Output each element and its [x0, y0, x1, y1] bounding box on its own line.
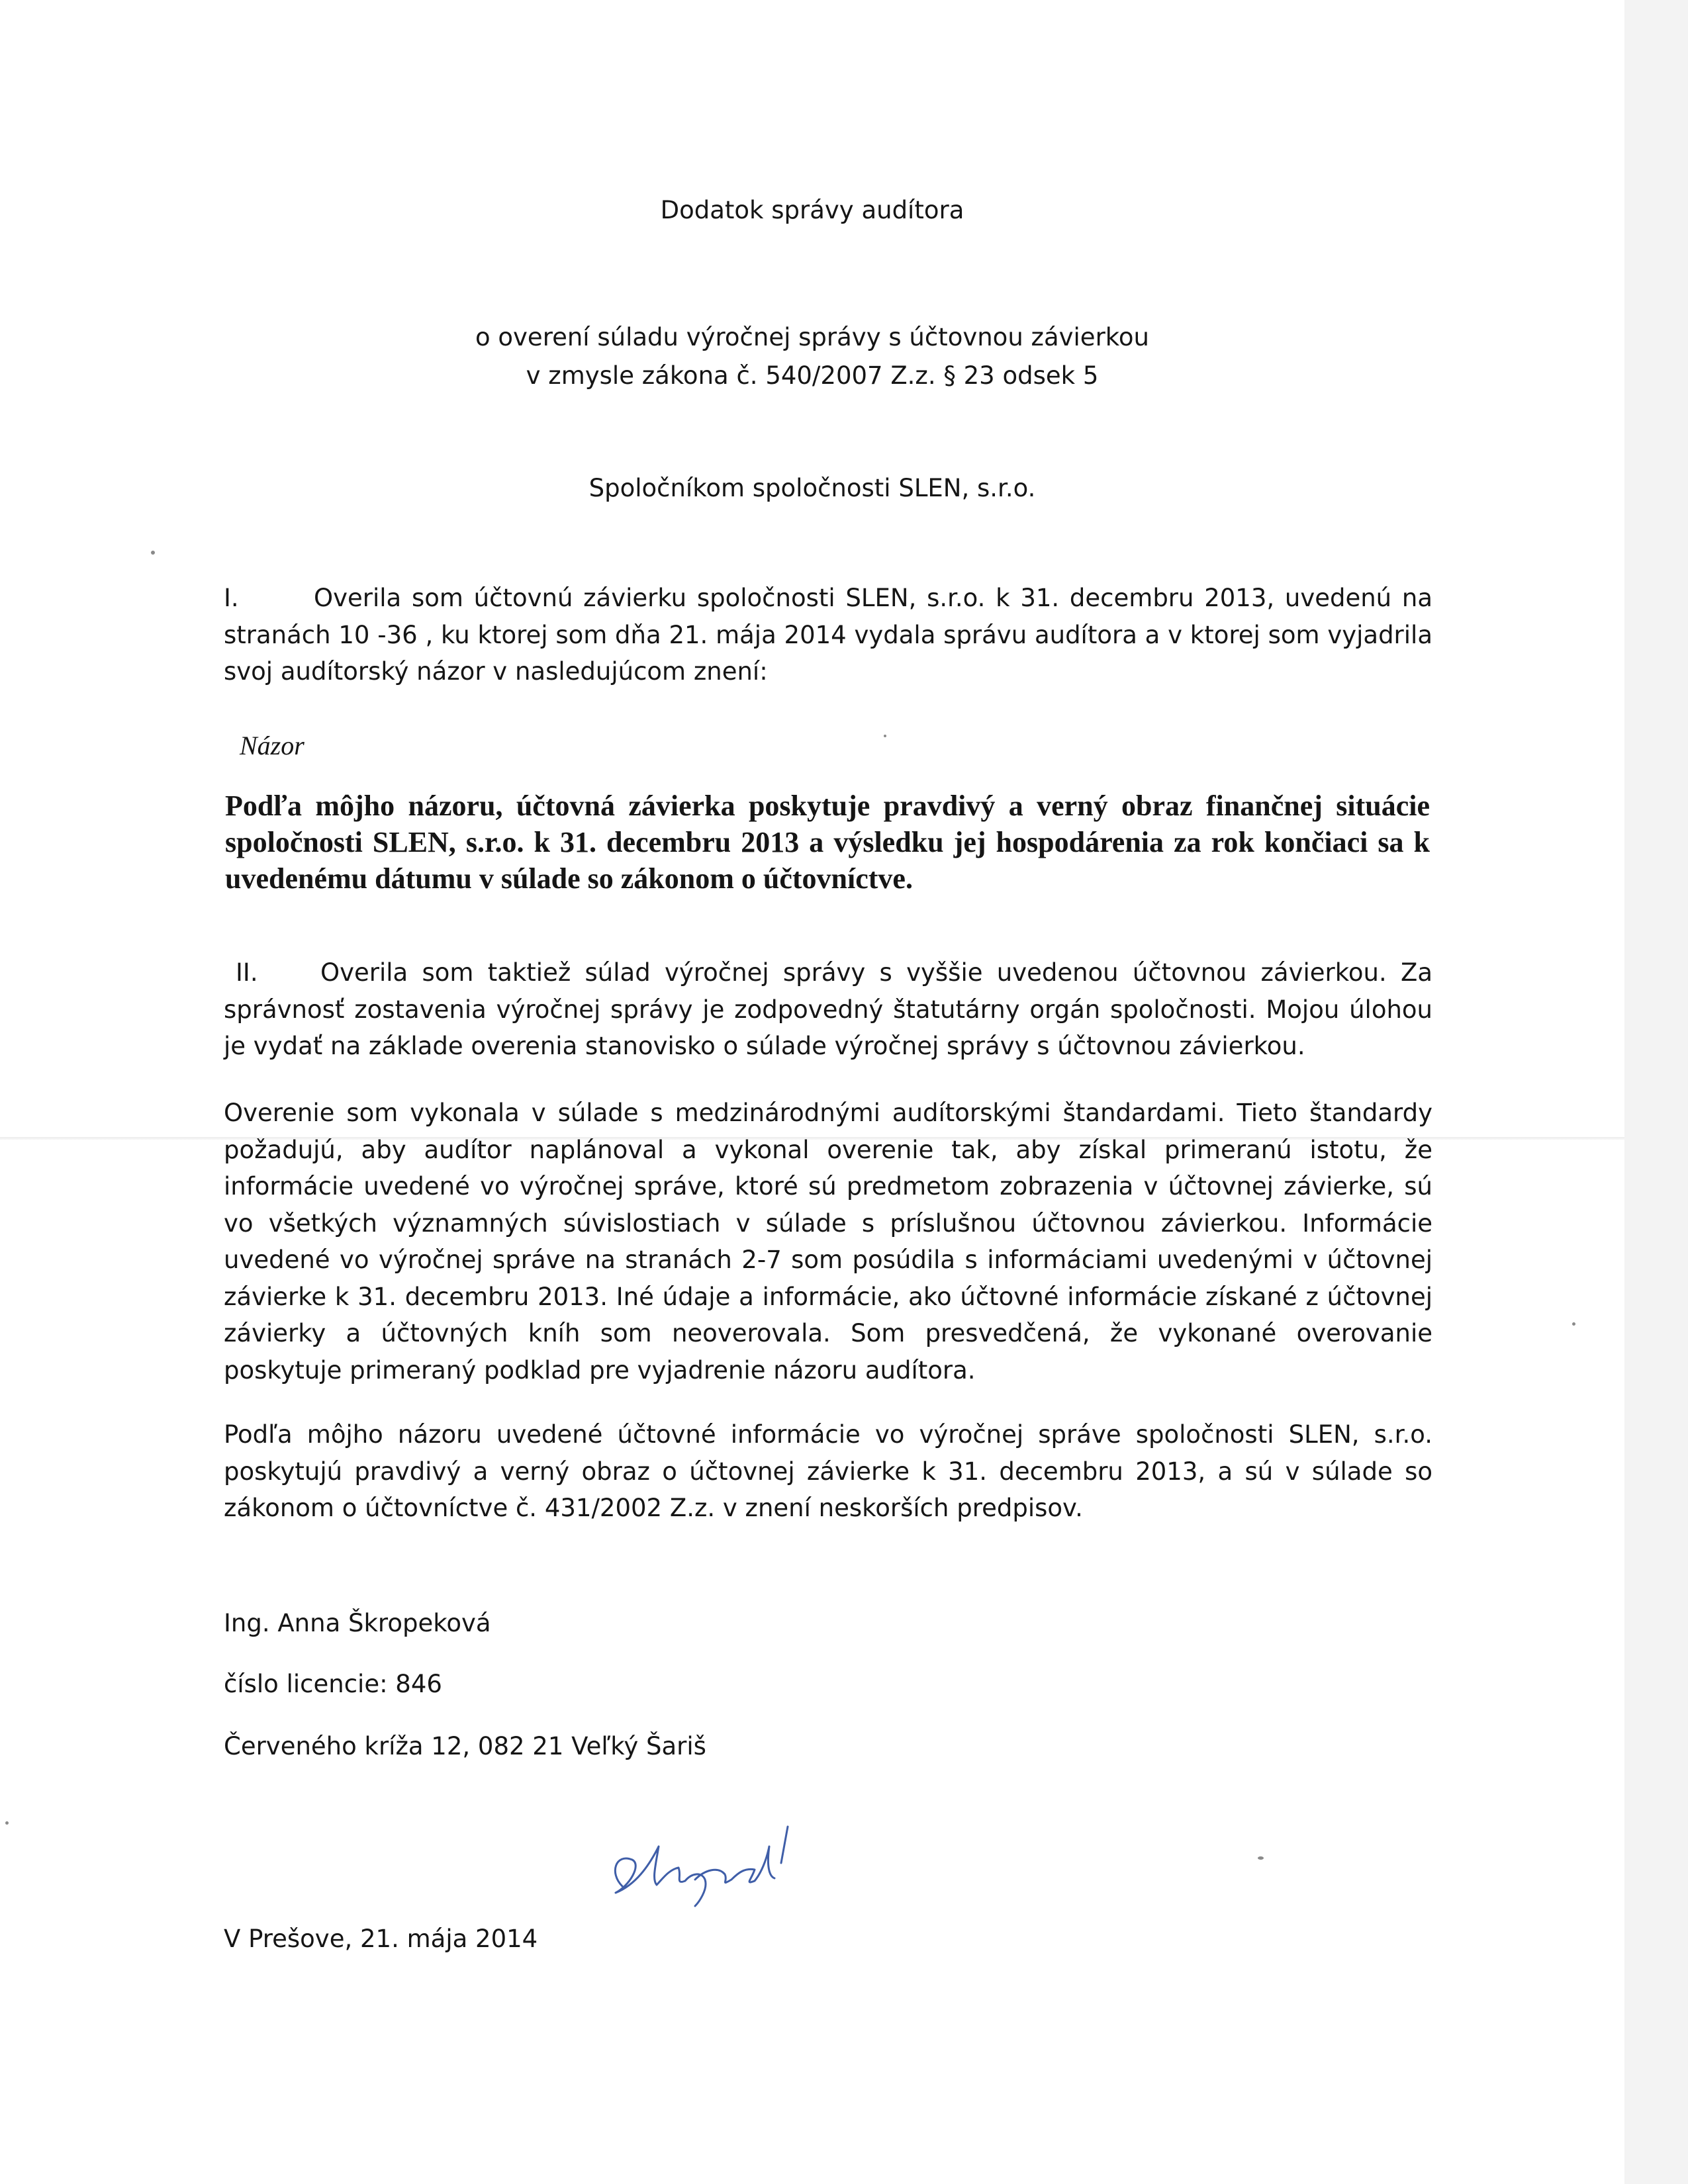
- section-1-number: I.: [224, 584, 239, 612]
- auditor-address: Červeného kríža 12, 082 21 Veľký Šariš: [224, 1732, 706, 1760]
- auditor-name: Ing. Anna Škropeková: [224, 1609, 491, 1637]
- section-2-number: II.: [236, 958, 258, 987]
- document-title: Dodatok správy audítora: [660, 196, 964, 224]
- license-number: číslo licencie: 846: [224, 1670, 442, 1698]
- section-1-text: Overila som účtovnú závierku spoločnosti SLEN, s.r.o. k 31. decembru 2013, uvedenú na stranách 10 -36 , ku ktorej som dňa 21. mája 2014 vydala správu audítora a v ktorej som vyjadrila svoj audítorský názor v nasledujúcom znení:: [224, 584, 1432, 686]
- addressee: Spoločníkom spoločnosti SLEN, s.r.o.: [588, 474, 1036, 502]
- document-subtitle-line-1: o overení súladu výročnej správy s účtovnou závierkou: [475, 323, 1149, 351]
- scan-speck: [884, 735, 886, 737]
- scan-speck: [5, 1821, 9, 1825]
- handwritten-signature: [596, 1807, 814, 1919]
- scan-edge-strip: [1624, 0, 1688, 2184]
- section-1-paragraph: [224, 580, 1432, 690]
- opinion-text: Podľa môjho názoru, účtovná závierka poskytuje pravdivý a verný obraz finančnej situácie spoločnosti SLEN, s.r.o. k 31. decembru 2013 a výsledku jej hospodárenia za rok končiaci sa k uvedenému dátumu v súlade so zákonom o účtovníctve.: [225, 790, 1430, 895]
- document-subtitle-line-2: v zmysle zákona č. 540/2007 Z.z. § 23 odsek 5: [526, 361, 1099, 390]
- conclusion-paragraph: Podľa môjho názoru uvedené účtovné informácie vo výročnej správe spoločnosti SLEN, s.r.o. poskytujú pravdivý a verný obraz o účtovnej závierke k 31. decembru 2013, a sú v súlade so zákonom o účtovníctve č. 431/2002 Z.z. v znení neskorších predpisov.: [224, 1420, 1432, 1522]
- section-2-paragraph: [224, 954, 1432, 1065]
- section-2-text: Overila som taktiež súlad výročnej správy s vyššie uvedenou účtovnou závierkou. Za správnosť zostavenia výročnej správy je zodpovedný štatutárny orgán spoločnosti. Mojou úlohou je vydať na základe overenia stanovisko o súlade výročnej správy s účtovnou závierkou.: [224, 958, 1432, 1060]
- scan-speck: [151, 551, 155, 555]
- scan-speck: [1258, 1856, 1264, 1860]
- place-and-date: V Prešove, 21. mája 2014: [224, 1925, 538, 1953]
- verification-paragraph: Overenie som vykonala v súlade s medzinárodnými audítorskými štandardami. Tieto štandardy požadujú, aby audítor naplánoval a vykonal overenie tak, aby získal primeranú istotu, že informácie uvedené vo výročnej správe, ktoré sú predmetom zobrazenia v účtovnej závierke, sú vo všetkých významných súvislostiach v súlade s príslušnou účtovnou závierkou. Informácie uvedené vo výročnej správe na stranách 2-7 som posúdila s informáciami uvedenými v účtovnej závierke k 31. decembru 2013. Iné údaje a informácie, ako účtovné informácie získané z účtovnej závierky a účtovných kníh som neoverovala. Som presvedčená, že vykonané overovanie poskytuje primeraný podklad pre vyjadrenie názoru audítora.: [224, 1099, 1432, 1385]
- scan-speck: [1572, 1322, 1575, 1326]
- opinion-heading: Názor: [240, 731, 305, 760]
